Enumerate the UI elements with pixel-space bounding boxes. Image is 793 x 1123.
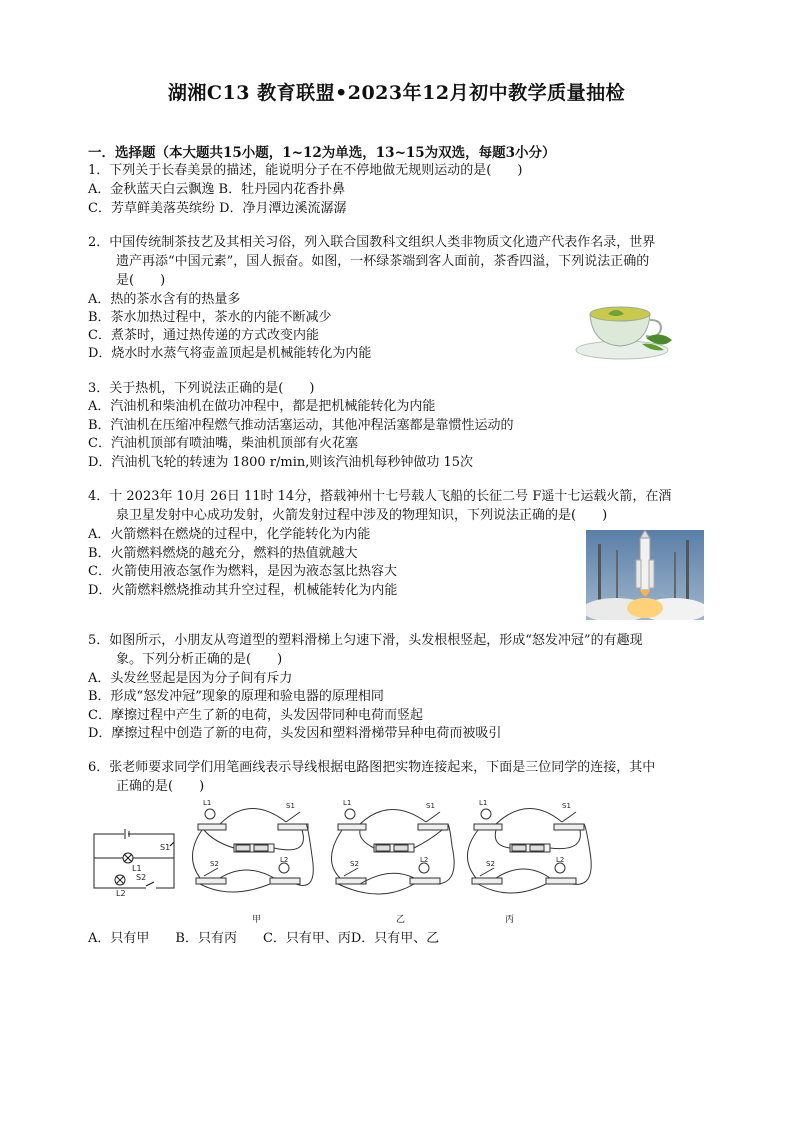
q1-stem: 1．下列关于长春美景的描述，能说明分子在不停地做无规则运动的是( ) — [88, 163, 523, 178]
rocket-launch-image — [586, 530, 704, 620]
page-title: 湖湘C13 教育联盟•2023年12月初中教学质量抽检 — [167, 82, 626, 104]
tea-cup-image — [572, 292, 678, 364]
schematic-label-s1: S1 — [160, 843, 171, 852]
q2-option-d: D．烧水时水蒸气将壶盖顶起是机械能转化为内能 — [88, 346, 372, 361]
schematic-label-s2: S2 — [136, 873, 147, 882]
q3-option-c: C．汽油机顶部有喷油嘴，柴油机顶部有火花塞 — [88, 436, 358, 451]
schematic-label-l2: L2 — [116, 889, 126, 898]
wiring-figure-bing — [466, 796, 596, 904]
bing-label-s2: S2 — [486, 860, 495, 868]
bing-label-l1: L1 — [479, 799, 488, 807]
wiring-figure-yi — [330, 796, 460, 904]
bing-label-s1: S1 — [562, 802, 571, 810]
q5-option-a: A．头发丝竖起是因为分子间有斥力 — [88, 671, 293, 686]
q2-option-c: C．煮茶时，通过热传递的方式改变内能 — [88, 328, 319, 343]
q6-stem-2: 正确的是( ) — [116, 779, 205, 794]
q2-stem-1: 2．中国传统制茶技艺及其相关习俗，列入联合国教科文组织人类非物质文化遗产代表作名录，世界 — [88, 235, 656, 250]
q1-option-cd: C．芳草鲜美落英缤纷 D．净月潭边溪流潺潺 — [88, 201, 347, 216]
yi-label-s2: S2 — [350, 860, 359, 868]
q3-option-d: D．汽油机飞轮的转速为 1800 r/min,则该汽油机每秒钟做功 15次 — [88, 455, 474, 470]
caption-jia: 甲 — [252, 915, 262, 925]
q6-stem-1: 6．张老师要求同学们用笔画线表示导线根据电路图把实物连接起来，下面是三位同学的连接，其中 — [88, 760, 656, 775]
bing-label-l2: L2 — [556, 856, 565, 864]
q5-option-d: D．摩擦过程中创造了新的电荷，头发因和塑料滑梯带异种电荷而被吸引 — [88, 726, 502, 741]
caption-yi: 乙 — [396, 915, 406, 925]
q3-option-b: B．汽油机在压缩冲程燃气推动活塞运动，其他冲程活塞都是靠惯性运动的 — [88, 418, 514, 433]
circuit-schematic — [90, 826, 180, 898]
q5-option-c: C．摩擦过程中产生了新的电荷，头发因带同种电荷而竖起 — [88, 708, 423, 723]
yi-label-l1: L1 — [343, 799, 352, 807]
q5-option-b: B．形成“怒发冲冠”现象的原理和验电器的原理相同 — [88, 689, 384, 704]
q2-stem-3: 是( ) — [116, 273, 166, 288]
q4-option-c: C．火箭使用液态氢作为燃料，是因为液态氢比热容大 — [88, 564, 397, 579]
jia-label-l1: L1 — [203, 799, 212, 807]
q4-option-b: B．火箭燃料燃烧的越充分，燃料的热值就越大 — [88, 546, 358, 561]
section-heading: 一．选择题（本大题共15小题，1~12为单选，13~15为双选，每题3小分） — [88, 145, 556, 161]
q1-option-ab: A．金秋蓝天白云飘逸 B．牡丹园内花香扑鼻 — [88, 182, 346, 197]
q3-option-a: A．汽油机和柴油机在做功冲程中，都是把机械能转化为内能 — [88, 399, 436, 414]
q4-stem-2: 泉卫星发射中心成功发射，火箭发射过程中涉及的物理知识，下列说法正确的是( ) — [116, 508, 608, 523]
jia-label-l2: L2 — [280, 856, 289, 864]
wiring-figure-jia — [190, 796, 320, 904]
q5-stem-1: 5．如图所示，小朋友从弯道型的塑料滑梯上匀速下滑，头发根根竖起，形成“怒发冲冠”的有趣现 — [88, 633, 643, 648]
q4-option-a: A．火箭燃料在燃烧的过程中，化学能转化为内能 — [88, 527, 371, 542]
schematic-label-l1: L1 — [132, 864, 142, 873]
q2-stem-2: 遗产再添“中国元素”，国人振奋。如图，一杯绿茶端到客人面前，茶香四溢，下列说法正确的 — [116, 254, 650, 269]
q3-stem: 3．关于热机，下列说法正确的是( ) — [88, 381, 315, 396]
q6-options: A．只有甲 B．只有丙 C．只有甲、丙D．只有甲、乙 — [88, 931, 440, 946]
q2-option-a: A．热的茶水含有的热量多 — [88, 292, 241, 307]
jia-label-s2: S2 — [210, 860, 219, 868]
jia-label-s1: S1 — [286, 802, 295, 810]
q4-stem-1: 4．十 2023年 10月 26日 11时 14分，搭载神州十七号载人飞船的长征二号 F遥十七运载火箭，在酒 — [88, 489, 672, 504]
q5-stem-2: 象。下列分析正确的是( ) — [116, 652, 283, 667]
q2-option-b: B．茶水加热过程中，茶水的内能不断减少 — [88, 310, 332, 325]
caption-bing: 丙 — [505, 915, 515, 925]
yi-label-s1: S1 — [426, 802, 435, 810]
q4-option-d: D．火箭燃料燃烧推动其升空过程，机械能转化为内能 — [88, 583, 398, 598]
yi-label-l2: L2 — [420, 856, 429, 864]
